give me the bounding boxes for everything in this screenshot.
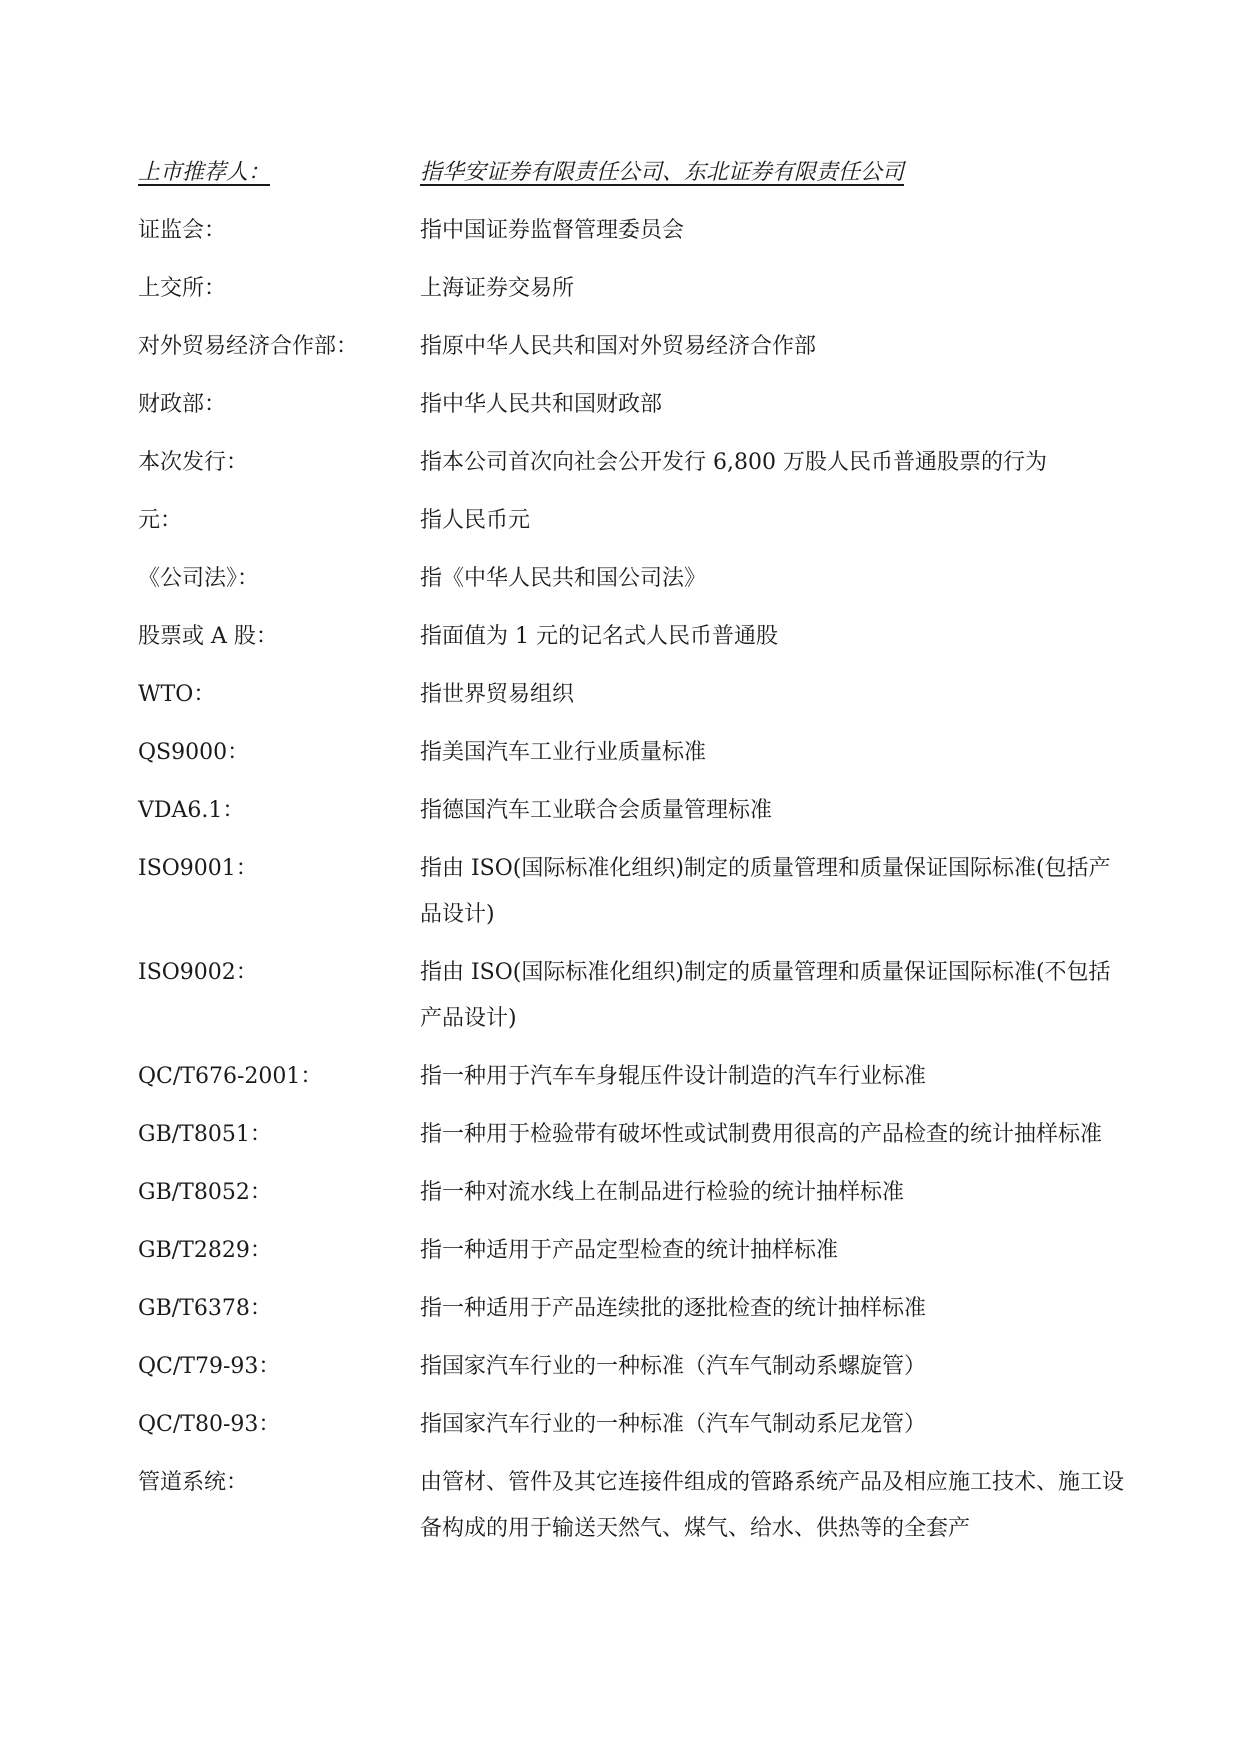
definition-row (138, 440, 1128, 486)
definition-term: QC/T79-93： (138, 1354, 281, 1379)
definition-row (138, 150, 1128, 196)
definition-row (138, 1170, 1128, 1216)
definition-row (138, 1286, 1128, 1332)
definition-row (138, 950, 1128, 1042)
definition-row (138, 498, 1128, 544)
definition-desc: 由管材、管件及其它连接件组成的管路系统产品及相应施工技术、施工设备构成的用于输送天然气、煤气、给水、供热等的全套产 (420, 1470, 1125, 1541)
definition-row (138, 1112, 1128, 1158)
definition-desc: 指面值为 1 元的记名式人民币普通股 (420, 624, 778, 649)
definition-term: GB/T6378： (138, 1296, 272, 1321)
definition-desc: 指由 ISO(国际标准化组织)制定的质量管理和质量保证国际标准(不包括产品设计) (420, 960, 1111, 1031)
definition-term: QC/T676-2001： (138, 1064, 323, 1089)
definition-desc: 指本公司首次向社会公开发行 6,800 万股人民币普通股票的行为 (420, 450, 1047, 475)
definition-term: QC/T80-93： (138, 1412, 281, 1437)
definition-term: 财政部： (138, 392, 227, 417)
definition-term: ISO9002： (138, 960, 258, 985)
definition-desc: 指一种适用于产品定型检查的统计抽样标准 (420, 1238, 839, 1263)
definition-row (138, 1344, 1128, 1390)
definition-term: 上市推荐人： (138, 160, 271, 185)
definition-term: VDA6.1： (138, 798, 245, 823)
definition-row (138, 208, 1128, 254)
definition-desc: 指中国证券监督管理委员会 (420, 218, 685, 243)
definition-desc: 指一种对流水线上在制品进行检验的统计抽样标准 (420, 1180, 905, 1205)
definition-desc: 指《中华人民共和国公司法》 (420, 566, 707, 591)
definition-row (138, 614, 1128, 660)
definition-term: 证监会： (138, 218, 227, 243)
definition-term: GB/T8052： (138, 1180, 272, 1205)
definition-desc: 指世界贸易组织 (420, 682, 575, 707)
definition-row (138, 1460, 1128, 1552)
definition-desc: 指国家汽车行业的一种标准（汽车气制动系尼龙管） (420, 1412, 927, 1437)
definition-desc: 指人民币元 (420, 508, 531, 533)
definition-row (138, 730, 1128, 776)
definition-term: 元： (138, 508, 183, 533)
definition-term: 上交所： (138, 276, 227, 301)
definition-desc: 上海证券交易所 (420, 276, 575, 301)
definition-row (138, 1054, 1128, 1100)
definition-desc: 指国家汽车行业的一种标准（汽车气制动系螺旋管） (420, 1354, 927, 1379)
definition-desc: 指德国汽车工业联合会质量管理标准 (420, 798, 773, 823)
definition-desc: 指美国汽车工业行业质量标准 (420, 740, 707, 765)
definition-row (138, 1402, 1128, 1448)
definition-row (138, 382, 1128, 428)
definition-row (138, 266, 1128, 312)
definition-term: QS9000： (138, 740, 250, 765)
definitions-list (138, 150, 1128, 1552)
definition-desc: 指华安证券有限责任公司、东北证券有限责任公司 (420, 160, 905, 185)
definition-term: ISO9001： (138, 856, 258, 881)
definition-desc: 指原中华人民共和国对外贸易经济合作部 (420, 334, 817, 359)
definition-desc: 指一种适用于产品连续批的逐批检查的统计抽样标准 (420, 1296, 927, 1321)
definition-desc: 指一种用于检验带有破坏性或试制费用很高的产品检查的统计抽样标准 (420, 1122, 1103, 1147)
definition-desc: 指中华人民共和国财政部 (420, 392, 663, 417)
definition-term: 对外贸易经济合作部： (138, 334, 359, 359)
definition-desc: 指一种用于汽车车身辊压件设计制造的汽车行业标准 (420, 1064, 927, 1089)
definition-term: 管道系统： (138, 1470, 249, 1495)
definition-term: WTO： (138, 682, 216, 707)
definition-row (138, 672, 1128, 718)
definition-term: GB/T8051： (138, 1122, 272, 1147)
definition-term: 股票或 A 股： (138, 624, 278, 649)
definition-desc: 指由 ISO(国际标准化组织)制定的质量管理和质量保证国际标准(包括产品设计) (420, 856, 1111, 927)
definition-row (138, 324, 1128, 370)
definition-row (138, 556, 1128, 602)
definition-term: 《公司法》： (138, 566, 260, 591)
definition-row (138, 1228, 1128, 1274)
definition-term: GB/T2829： (138, 1238, 272, 1263)
definition-term: 本次发行： (138, 450, 249, 475)
definition-row (138, 846, 1128, 938)
definition-row (138, 788, 1128, 834)
